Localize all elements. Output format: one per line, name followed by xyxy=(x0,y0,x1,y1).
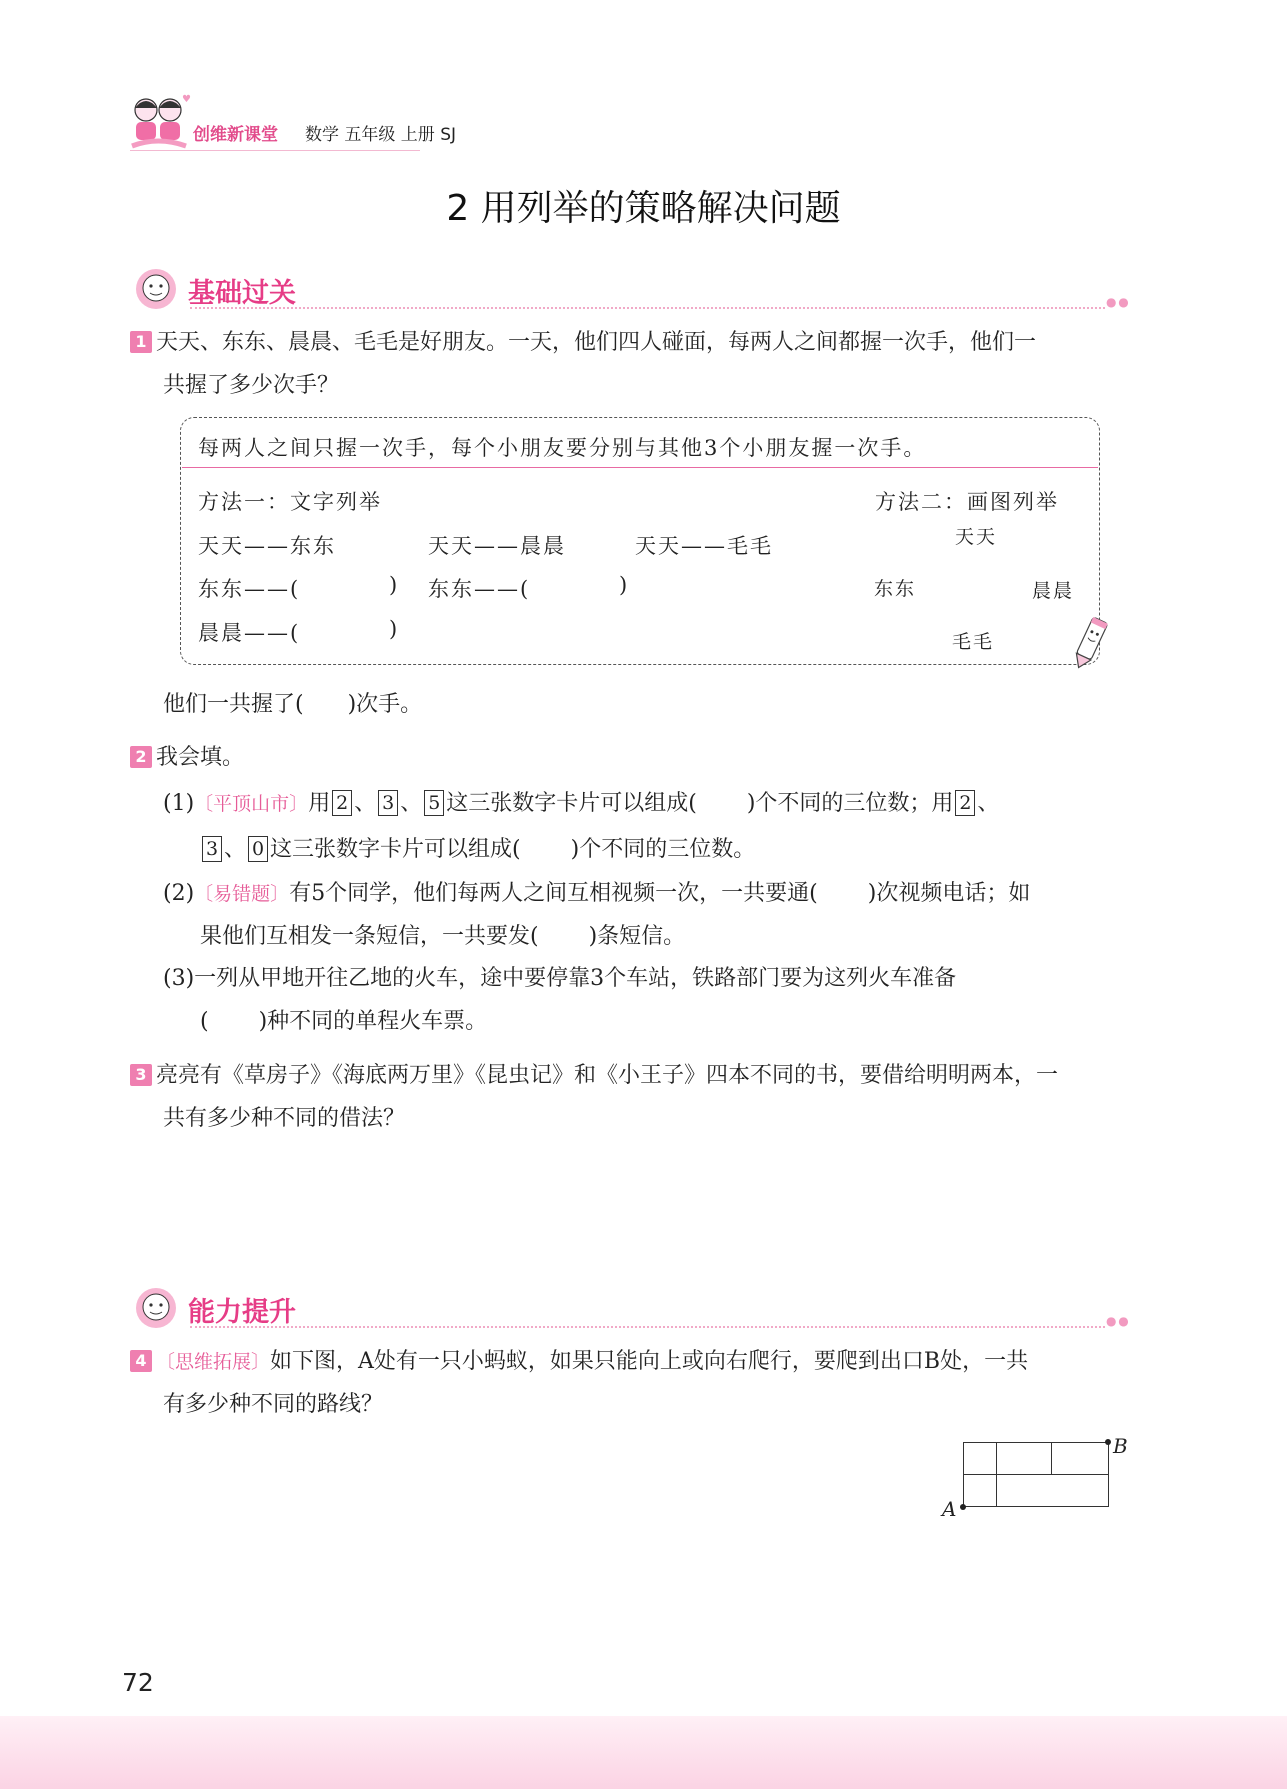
section-advanced-icon xyxy=(130,1285,182,1331)
digit-card: 2 xyxy=(332,790,352,816)
diagram-name-top: 天天 xyxy=(955,526,998,548)
grid-line xyxy=(963,1474,1109,1475)
question-number: 1 xyxy=(130,331,152,353)
digit-card: 3 xyxy=(202,836,222,862)
question-2-part-2-line-1: (2)〔易错题〕有5个同学，他们每两人之间互相视频一次，一共要通( )次视频电话；如 xyxy=(163,881,1031,906)
footer-band xyxy=(0,1716,1287,1789)
grid-line xyxy=(963,1442,964,1507)
route-grid xyxy=(963,1442,1111,1508)
question-2-part-1-line-2: 3 、 0 这三张数字卡片可以组成( )个不同的三位数。 xyxy=(200,828,755,871)
grid-line xyxy=(1051,1442,1052,1475)
page-number: 72 xyxy=(122,1668,154,1697)
pair-item: 天天——晨晨 xyxy=(428,534,566,558)
question-2-title: 2 我会填。 xyxy=(130,736,244,779)
pair-blank: 东东——( xyxy=(198,577,301,601)
diagram-name-right: 晨晨 xyxy=(1032,580,1075,602)
point-b-label: B xyxy=(1113,1434,1128,1458)
grid-line xyxy=(1108,1442,1109,1507)
pair-item: 天天——东东 xyxy=(198,534,336,558)
mascot-logo xyxy=(124,92,194,154)
question-4-line-2: 有多少种不同的路线？ xyxy=(163,1392,384,1417)
question-4-line-1: 4 〔思维拓展〕如下图，A处有一只小蚂蚁，如果只能向上或向右爬行，要爬到出口B处，一共 xyxy=(130,1340,1028,1384)
pair-blank-close: ) xyxy=(389,573,400,597)
question-1-line-1: 1 天天、东东、晨晨、毛毛是好朋友。一天，他们四人碰面，每两人之间都握一次手，他们一 xyxy=(130,321,1036,364)
question-number: 3 xyxy=(130,1064,152,1086)
hint-text: 每两人之间只握一次手，每个小朋友要分别与其他3个小朋友握一次手。 xyxy=(198,436,927,460)
digit-card: 3 xyxy=(378,790,398,816)
digit-card: 2 xyxy=(955,790,975,816)
decorative-dots: ● ● xyxy=(1106,295,1128,309)
point-a-label: A xyxy=(942,1497,957,1521)
section-title-basic: 基础过关 xyxy=(188,278,296,309)
section-title-advanced: 能力提升 xyxy=(188,1297,296,1328)
question-3-line-1: 3 亮亮有《草房子》《海底两万里》《昆虫记》和《小王子》四本不同的书，要借给明明两本，一 xyxy=(130,1054,1058,1097)
method-2-title: 方法二：画图列举 xyxy=(875,490,1059,514)
question-1-answer-line: 他们一共握了( )次手。 xyxy=(163,692,423,717)
digit-card: 0 xyxy=(248,836,268,862)
section-basic-icon xyxy=(130,266,182,312)
question-1-line-2: 共握了多少次手？ xyxy=(163,373,340,398)
method-1-title: 方法一：文字列举 xyxy=(198,490,382,514)
question-2-part-3-line-1: (3)一列从甲地开往乙地的火车，途中要停靠3个车站，铁路部门要为这列火车准备 xyxy=(163,966,957,991)
point-b-dot xyxy=(1105,1439,1111,1445)
point-a-dot xyxy=(960,1504,966,1510)
hint-box-divider xyxy=(182,467,1098,468)
question-number: 4 xyxy=(130,1350,152,1372)
pair-blank-close: ) xyxy=(619,573,630,597)
source-tag: 〔思维拓展〕 xyxy=(156,1351,271,1373)
section-divider xyxy=(190,307,1105,309)
header-rule xyxy=(130,150,420,151)
brand-name: 创维新课堂 xyxy=(193,125,278,145)
diagram-name-left: 东东 xyxy=(874,578,917,600)
grid-line xyxy=(963,1506,1109,1507)
decorative-dots: ● ● xyxy=(1106,1314,1128,1328)
source-tag: 〔平顶山市〕 xyxy=(194,793,309,815)
question-number: 2 xyxy=(130,746,152,768)
question-3-line-2: 共有多少种不同的借法？ xyxy=(163,1106,406,1131)
question-2-part-1-line-1: (1)〔平顶山市〕用 2 、 3 、 5 这三张数字卡片可以组成( )个不同的三位数；用 2 、 xyxy=(163,791,1000,816)
pencil-mascot-icon xyxy=(1068,612,1112,674)
pair-blank-close: ) xyxy=(389,617,400,641)
svg-text:♥: ♥ xyxy=(182,94,191,105)
question-2-part-2-line-2: 果他们互相发一条短信，一共要发( )条短信。 xyxy=(200,924,686,949)
grid-line xyxy=(963,1442,1109,1443)
chapter-title: 2 用列举的策略解决问题 xyxy=(446,188,841,229)
pair-blank: 晨晨——( xyxy=(198,621,301,645)
pair-blank: 东东——( xyxy=(428,577,531,601)
section-divider xyxy=(190,1326,1105,1328)
book-subject: 数学 五年级 上册 SJ xyxy=(305,125,457,145)
diagram-name-bottom: 毛毛 xyxy=(952,631,995,653)
question-2-part-3-line-2: ( )种不同的单程火车票。 xyxy=(200,1009,488,1034)
digit-card: 5 xyxy=(424,790,444,816)
source-tag: 〔易错题〕 xyxy=(194,883,290,905)
pair-item: 天天——毛毛 xyxy=(635,534,773,558)
grid-line xyxy=(996,1442,997,1507)
